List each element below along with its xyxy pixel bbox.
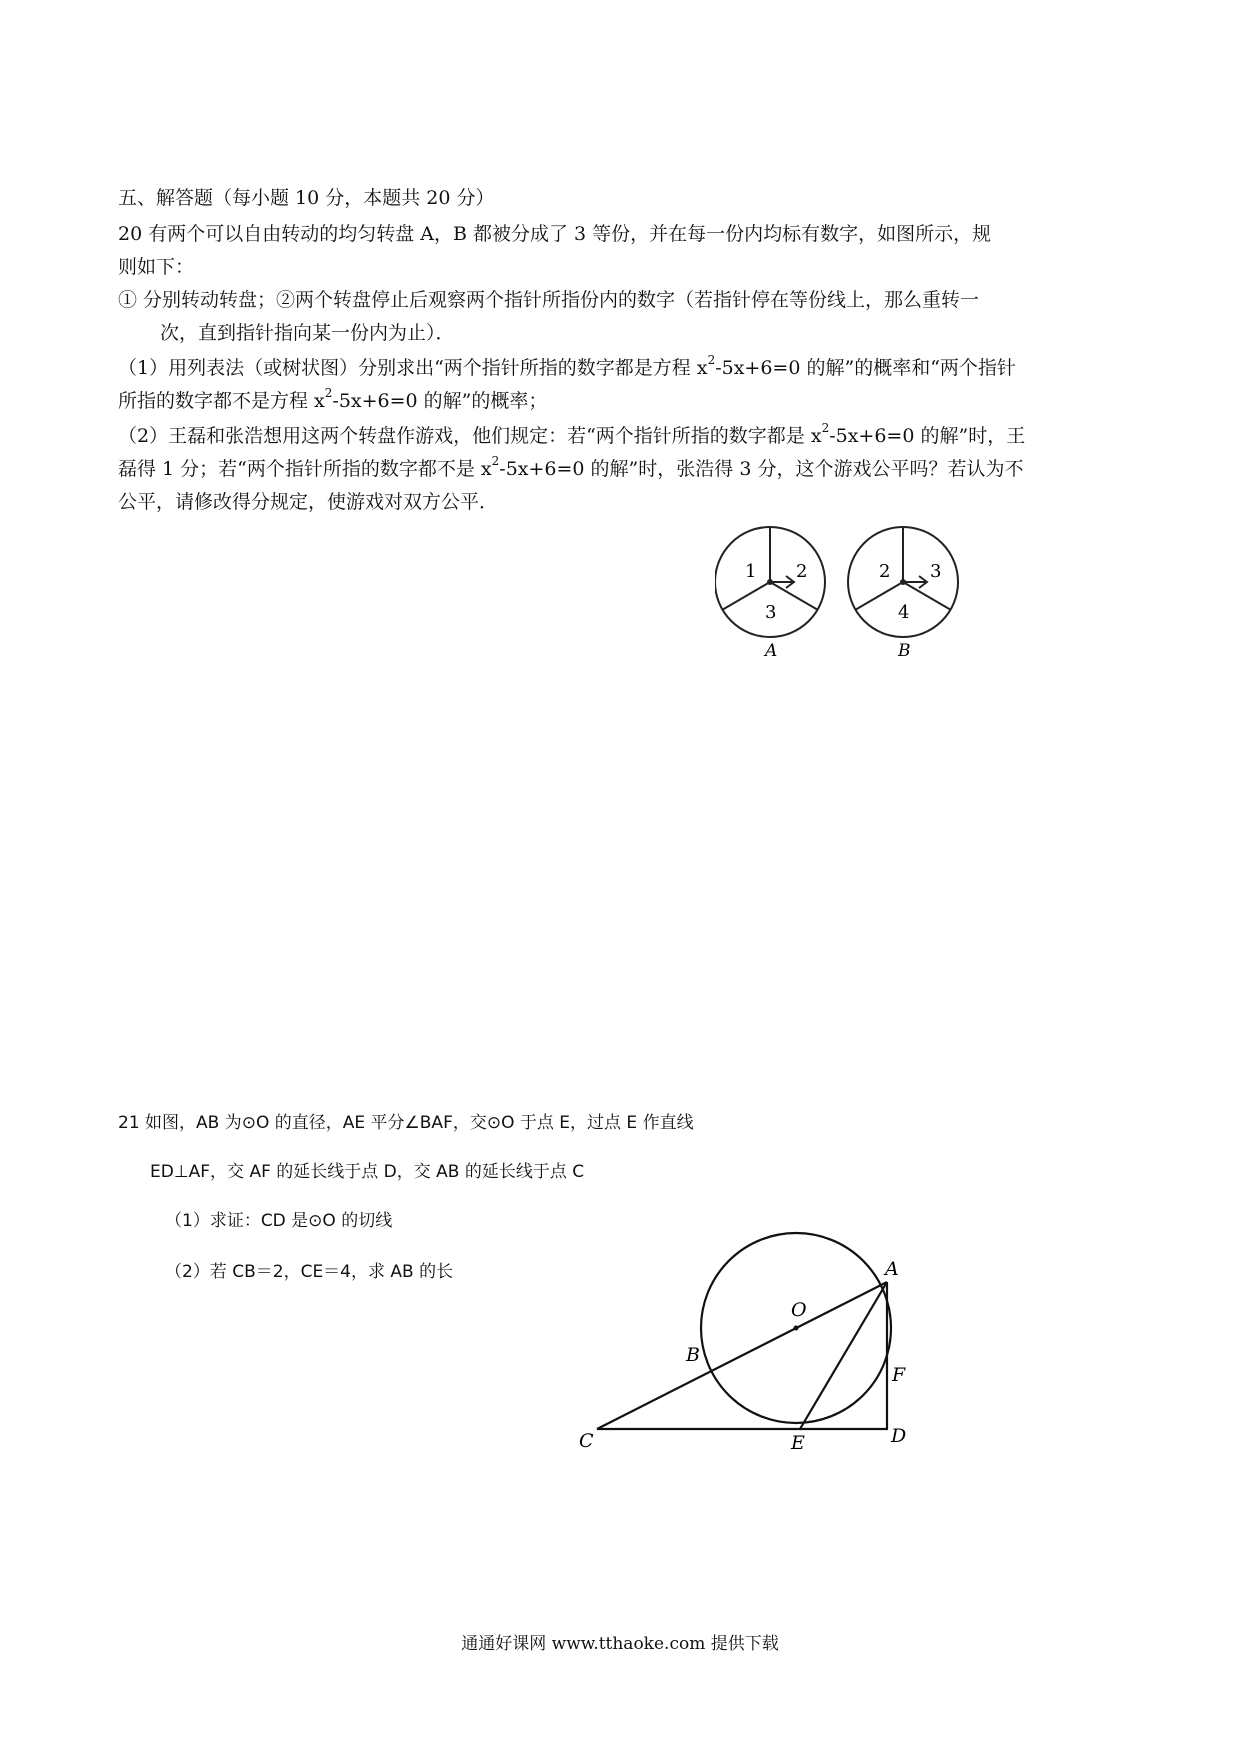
spinner-a-label: A: [765, 641, 778, 661]
spinner-b-number-4: 4: [898, 602, 910, 623]
q21-part-2: （2）若 CB＝2，CE＝4，求 AB 的长: [165, 1262, 454, 1282]
spinner-a-number-1: 1: [745, 561, 757, 582]
q20-part2-line-3: 公平，请修改得分规定，使游戏对双方公平．: [118, 491, 499, 513]
label-c: C: [579, 1430, 594, 1452]
center-point-o: [794, 1326, 799, 1331]
q20-part1-text-c: 所指的数字都不是方程 x: [118, 390, 325, 412]
spinners-figure: [715, 525, 975, 670]
superscript-2: 2: [821, 421, 830, 435]
superscript-2: 2: [707, 353, 716, 367]
label-a: A: [885, 1258, 899, 1280]
q21-part-1: （1）求证：CD 是⊙O 的切线: [165, 1211, 393, 1231]
label-f: F: [892, 1364, 906, 1386]
spinner-b-number-3: 3: [930, 561, 942, 582]
label-o: O: [791, 1299, 807, 1321]
q20-part2-line-1: [118, 423, 1025, 449]
q20-part1-line-1: [118, 355, 1016, 381]
q20-rule-line-1: ① 分别转动转盘；②两个转盘停止后观察两个指针所指份内的数字（若指针停在等份线上，那么重转一: [118, 289, 980, 311]
q21-line-1: 21 如图，AB 为⊙O 的直径，AE 平分∠BAF，交⊙O 于点 E，过点 E 作直线: [118, 1113, 694, 1133]
section-heading: 五、解答题（每小题 10 分，本题共 20 分）: [118, 187, 495, 209]
q21-line-2: ED⊥AF，交 AF 的延长线于点 D，交 AB 的延长线于点 C: [150, 1162, 585, 1182]
q20-part1-text-d: -5x+6=0 的解”的概率；: [332, 390, 548, 412]
q20-part2-text-c: 磊得 1 分；若“两个指针所指的数字都不是 x: [118, 458, 492, 480]
q20-part2-text-a: （2）王磊和张浩想用这两个转盘作游戏，他们规定：若“两个指针所指的数字都是 x: [118, 425, 822, 447]
label-b: B: [686, 1344, 700, 1366]
q20-part2-text-d: -5x+6=0 的解”时，张浩得 3 分，这个游戏公平吗？若认为不: [499, 458, 1024, 480]
q20-part1-text-a: （1）用列表法（或树状图）分别求出“两个指针所指的数字都是方程 x: [118, 357, 708, 379]
superscript-2: 2: [491, 454, 500, 468]
footer-text: 通通好课网 www.tthaoke.com 提供下载: [461, 1634, 779, 1654]
spinner-b-label: B: [898, 641, 911, 661]
label-d: D: [891, 1425, 907, 1447]
q20-part2-line-2: [118, 456, 1023, 482]
q20-line-1: 20 有两个可以自由转动的均匀转盘 A，B 都被分成了 3 等份，并在每一份内均标有数字，如图所示，规: [118, 223, 992, 245]
spinner-b-number-2: 2: [879, 561, 891, 582]
spinner-a: [715, 527, 825, 661]
q20-line-2: 则如下：: [118, 256, 195, 278]
q20-part1-line-2: [118, 388, 547, 414]
spinner-a-number-2: 2: [796, 561, 808, 582]
spinner-a-number-3: 3: [765, 602, 777, 623]
q20-rule-line-2: 次，直到指针指向某一份内为止）．: [160, 322, 455, 344]
q20-part2-text-b: -5x+6=0 的解”时，王: [829, 425, 1026, 447]
superscript-2: 2: [324, 386, 333, 400]
spinner-b: [848, 527, 958, 661]
label-e: E: [791, 1432, 805, 1454]
circle-tangent-figure: [560, 1225, 940, 1465]
q20-part1-text-b: -5x+6=0 的解”的概率和“两个指针: [715, 357, 1016, 379]
